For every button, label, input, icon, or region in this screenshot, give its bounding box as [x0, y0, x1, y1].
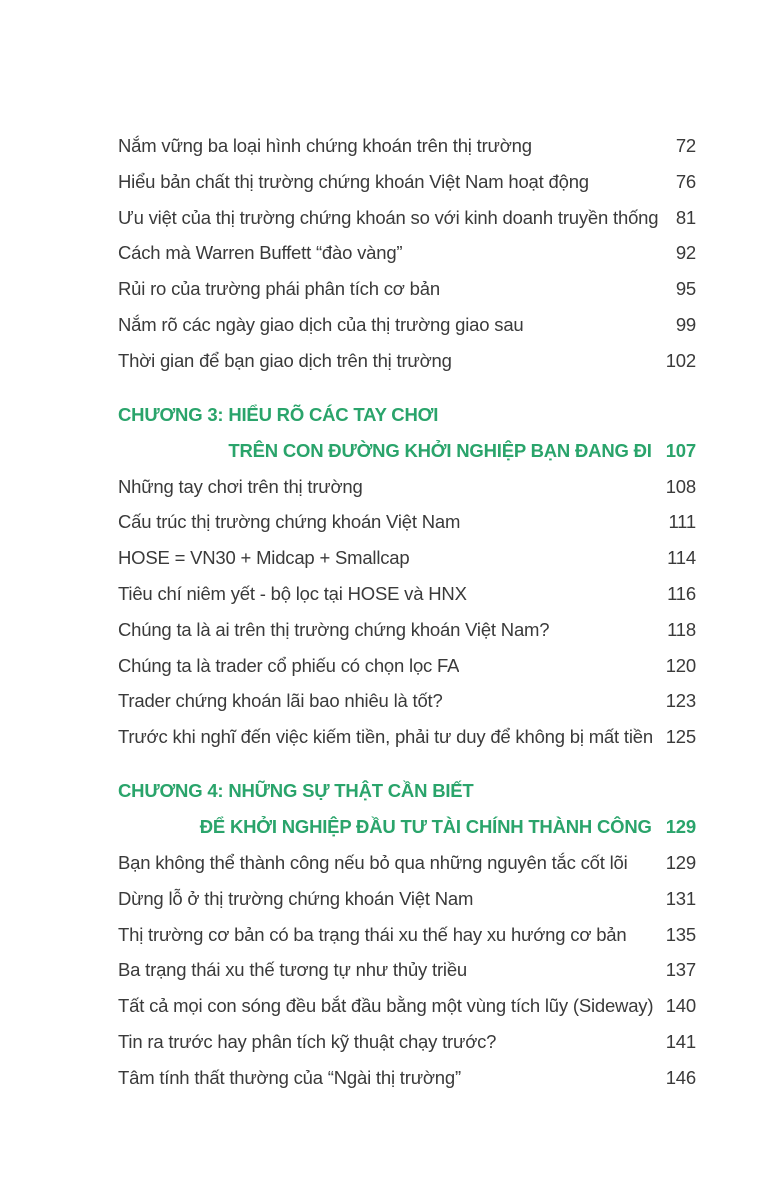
- toc-entry[interactable]: [118, 1024, 696, 1060]
- toc-entry[interactable]: [118, 988, 696, 1024]
- toc-entry[interactable]: [118, 504, 696, 540]
- toc-entry[interactable]: [118, 576, 696, 612]
- toc-entry-page: 114: [667, 547, 696, 569]
- chapter-heading-line1: CHƯƠNG 3: HIỂU RÕ CÁC TAY CHƠI: [118, 403, 439, 425]
- intro-section: [118, 128, 696, 379]
- toc-entry-title: Tin ra trước hay phân tích kỹ thuật chạy trước?: [118, 1030, 497, 1052]
- chapter-3-section: [118, 469, 696, 755]
- toc-entry-title: Thời gian để bạn giao dịch trên thị trường: [118, 349, 452, 371]
- toc-entry-page: 146: [665, 1066, 696, 1088]
- toc-entry[interactable]: [118, 917, 696, 953]
- chapter-heading-line2: TRÊN CON ĐƯỜNG KHỞI NGHIỆP BẠN ĐANG ĐI: [228, 439, 652, 461]
- toc-entry[interactable]: [118, 164, 696, 200]
- toc-entry-title: Ưu việt của thị trường chứng khoán so với kinh doanh truyền thống: [118, 206, 659, 228]
- toc-entry[interactable]: [118, 200, 696, 236]
- toc-entry-page: 137: [665, 959, 696, 981]
- toc-entry-title: Thị trường cơ bản có ba trạng thái xu thế hay xu hướng cơ bản: [118, 923, 627, 945]
- chapter-3-heading[interactable]: [118, 397, 696, 469]
- toc-entry[interactable]: [118, 648, 696, 684]
- toc-entry[interactable]: [118, 1060, 696, 1096]
- toc-entry-page: 95: [675, 278, 696, 300]
- toc-entry-page: 108: [665, 475, 696, 497]
- toc-entry[interactable]: [118, 235, 696, 271]
- toc-entry-page: 135: [665, 923, 696, 945]
- toc-entry-title: Trước khi nghĩ đến việc kiếm tiền, phải tư duy để không bị mất tiền: [118, 726, 653, 748]
- chapter-heading-line2-row: [118, 433, 696, 469]
- toc-entry[interactable]: [118, 845, 696, 881]
- toc-entry-page: 72: [675, 135, 696, 156]
- chapter-4-section: [118, 845, 696, 1096]
- toc-entry-title: Chúng ta là trader cổ phiếu có chọn lọc FA: [118, 654, 460, 676]
- toc-entry-title: HOSE = VN30 + Midcap + Smallcap: [118, 547, 410, 569]
- toc-entry[interactable]: [118, 952, 696, 988]
- toc-entry-page: 140: [665, 995, 696, 1017]
- toc-entry[interactable]: [118, 612, 696, 648]
- chapter-heading-page: 107: [665, 439, 696, 461]
- toc-entry-page: 102: [665, 349, 696, 371]
- chapter-heading-line1: CHƯƠNG 4: NHỮNG SỰ THẬT CẦN BIẾT: [118, 779, 474, 801]
- chapter-heading-page: 129: [665, 815, 696, 837]
- toc-entry-page: 131: [665, 887, 696, 909]
- toc-entry-title: Cách mà Warren Buffett “đào vàng”: [118, 242, 403, 264]
- toc-entry-page: 129: [665, 851, 696, 873]
- toc-entry-page: 111: [668, 511, 696, 533]
- table-of-contents: [118, 128, 696, 1096]
- toc-entry-title: Cấu trúc thị trường chứng khoán Việt Nam: [118, 511, 461, 533]
- toc-entry[interactable]: [118, 540, 696, 576]
- toc-entry-page: 116: [667, 582, 696, 604]
- toc-entry-page: 99: [675, 313, 696, 335]
- toc-entry-title: Bạn không thể thành công nếu bỏ qua những nguyên tắc cốt lõi: [118, 851, 628, 873]
- toc-entry-title: Ba trạng thái xu thế tương tự như thủy triều: [118, 959, 468, 981]
- toc-entry-page: 120: [665, 654, 696, 676]
- toc-entry-title: Nắm rõ các ngày giao dịch của thị trường giao sau: [118, 313, 524, 335]
- toc-entry-title: Những tay chơi trên thị trường: [118, 475, 363, 497]
- toc-entry-title: Dừng lỗ ở thị trường chứng khoán Việt Nam: [118, 887, 474, 909]
- toc-entry-title: Tất cả mọi con sóng đều bắt đầu bằng một vùng tích lũy (Sideway): [118, 995, 654, 1017]
- toc-entry-page: 81: [675, 206, 696, 228]
- toc-entry-page: 92: [675, 242, 696, 264]
- toc-entry[interactable]: [118, 469, 696, 505]
- toc-entry[interactable]: [118, 343, 696, 379]
- toc-entry[interactable]: [118, 307, 696, 343]
- toc-entry-title: Rủi ro của trường phái phân tích cơ bản: [118, 278, 440, 300]
- toc-entry-page: 125: [665, 726, 696, 748]
- chapter-heading-line2: ĐỂ KHỞI NGHIỆP ĐẦU TƯ TÀI CHÍNH THÀNH CÔNG: [199, 815, 652, 837]
- toc-entry-title: Tâm tính thất thường của “Ngài thị trường”: [118, 1066, 461, 1088]
- toc-entry[interactable]: [118, 271, 696, 307]
- toc-entry[interactable]: [118, 719, 696, 755]
- toc-entry[interactable]: [118, 881, 696, 917]
- toc-entry-title: Nắm vững ba loại hình chứng khoán trên thị trường: [118, 135, 532, 156]
- toc-entry-page: 76: [675, 170, 696, 192]
- toc-entry-title: Hiểu bản chất thị trường chứng khoán Việt Nam hoạt động: [118, 170, 589, 192]
- toc-entry-page: 118: [667, 618, 696, 640]
- chapter-heading-line2-row: [118, 809, 696, 845]
- toc-entry-title: Tiêu chí niêm yết - bộ lọc tại HOSE và HNX: [118, 582, 467, 604]
- toc-entry[interactable]: [118, 128, 696, 164]
- chapter-4-heading[interactable]: [118, 773, 696, 845]
- toc-entry-page: 141: [665, 1030, 696, 1052]
- toc-entry-title: Trader chứng khoán lãi bao nhiêu là tốt?: [118, 690, 443, 712]
- toc-entry[interactable]: [118, 683, 696, 719]
- toc-entry-title: Chúng ta là ai trên thị trường chứng khoán Việt Nam?: [118, 618, 550, 640]
- toc-entry-page: 123: [665, 690, 696, 712]
